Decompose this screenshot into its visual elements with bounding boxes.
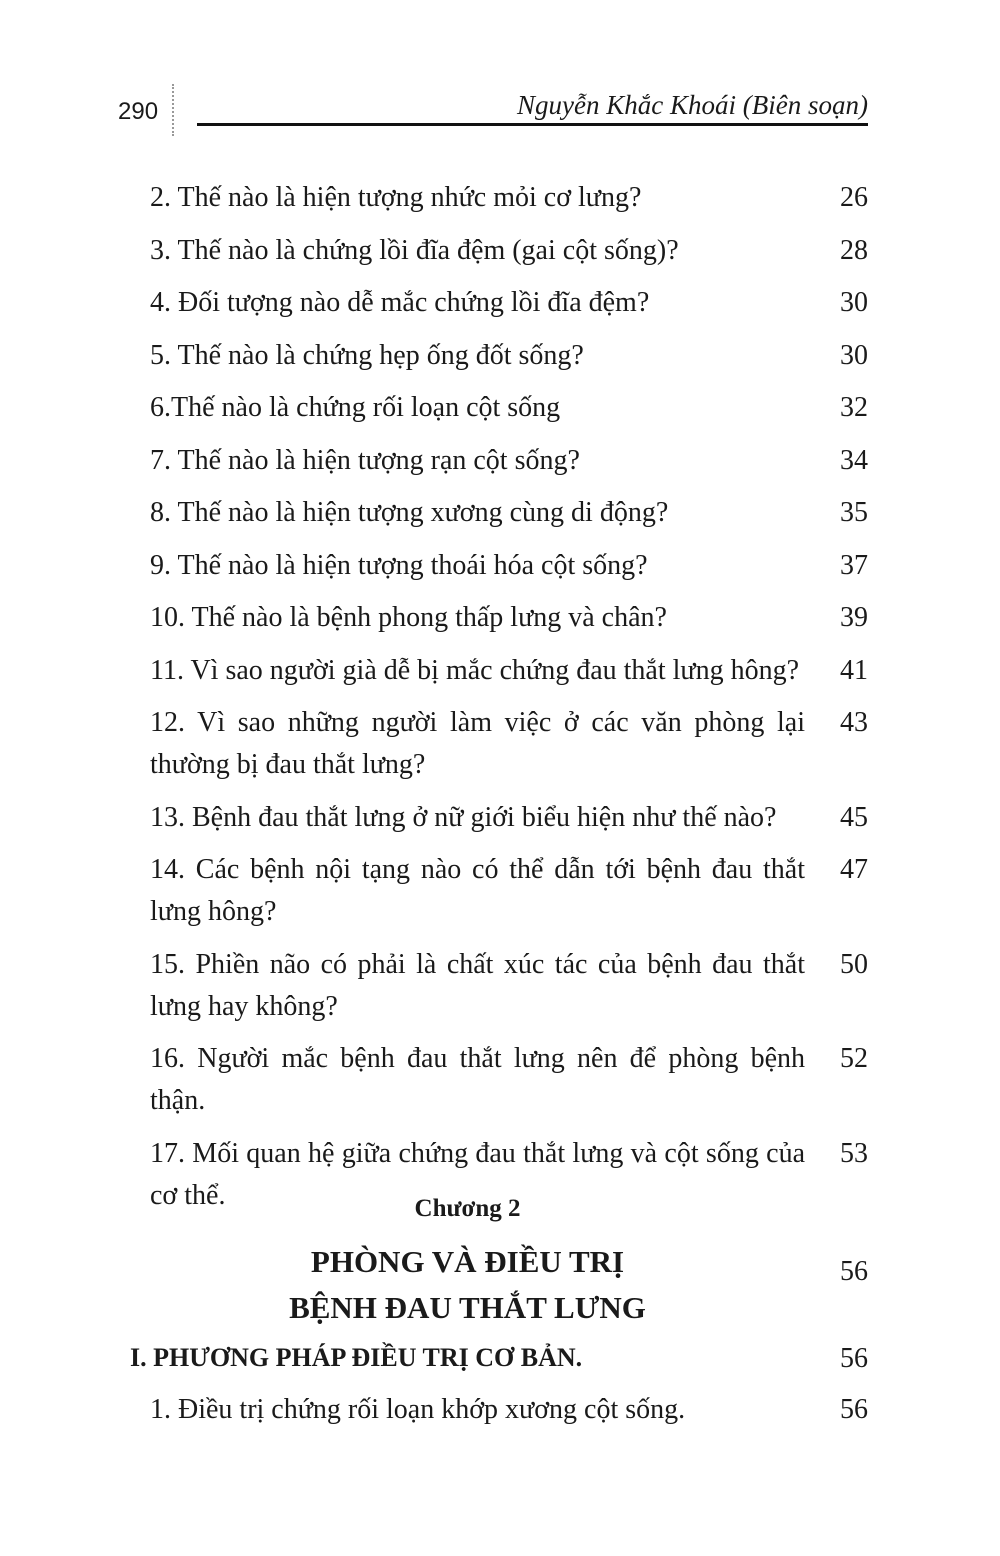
toc-entry-title: 3. Thế nào là chứng lồi đĩa đệm (gai cột sống)? [150, 234, 679, 266]
toc-entry-title: 10. Thế nào là bệnh phong thấp lưng và chân? [150, 602, 667, 633]
section-heading [130, 1343, 868, 1375]
toc-entry [150, 282, 868, 324]
toc-entry-page: 50 [840, 948, 868, 980]
running-header-author: Nguyễn Khắc Khoái (Biên soạn) [517, 90, 868, 120]
toc-entry-page: 30 [840, 339, 868, 371]
toc-entry [150, 545, 868, 587]
toc-entry-title: 11. Vì sao người già dễ bị mắc chứng đau thắt lưng hông? [150, 654, 799, 686]
chapter-title-line2: BỆNH ĐAU THẮT LƯNG [289, 1290, 646, 1325]
toc-entry-page: 28 [840, 234, 868, 266]
page-number: 290 [118, 98, 159, 125]
chapter-title-line1: PHÒNG VÀ ĐIỀU TRỊ [310, 1244, 625, 1279]
toc-entry [150, 387, 868, 429]
toc-entry [150, 440, 868, 482]
toc-entry-page: 43 [840, 707, 868, 738]
toc-entry-title: 4. Đối tượng nào dễ mắc chứng lồi đĩa đệm? [150, 287, 650, 318]
toc-entry-page: 26 [840, 182, 868, 213]
toc-entry-title: 12. Vì sao những người làm việc ở các văn phòng lại thường bị đau thắt lưng? [150, 707, 805, 780]
toc-entry-page: 41 [840, 654, 868, 686]
toc-entry [150, 797, 868, 839]
toc-entry-title: 13. Bệnh đau thắt lưng ở nữ giới biểu hiện như thế nào? [150, 801, 777, 833]
toc-entry-title: 14. Các bệnh nội tạng nào có thể dẫn tới bệnh đau thắt lưng hông? [150, 854, 805, 927]
toc-entry-page: 35 [840, 497, 868, 528]
toc-entry [150, 177, 868, 219]
toc-entry-title: 1. Điều trị chứng rối loạn khớp xương cột sống. [150, 1394, 686, 1425]
toc-entry-title: 7. Thế nào là hiện tượng rạn cột sống? [150, 444, 580, 476]
toc-entry [150, 230, 868, 272]
chapter-label: Chương 2 [414, 1195, 521, 1222]
section-title: I. PHƯƠNG PHÁP ĐIỀU TRỊ CƠ BẢN. [130, 1343, 583, 1372]
toc-entry [150, 650, 868, 692]
toc-entry-page: 53 [840, 1137, 868, 1169]
toc-entry-title: 16. Người mắc bệnh đau thắt lưng nên để phòng bệnh thận. [150, 1043, 805, 1116]
toc-entry-page: 45 [840, 801, 868, 833]
toc-entry-page: 32 [840, 392, 868, 423]
toc-entry-title: 15. Phiền não có phải là chất xúc tác của bệnh đau thắt lưng hay không? [150, 948, 805, 1022]
toc-list [150, 177, 868, 1227]
toc-entry-page: 34 [840, 444, 868, 476]
toc-entry [150, 335, 868, 377]
toc-entry-title: 8. Thế nào là hiện tượng xương cùng di động? [150, 497, 669, 528]
toc-entry-title: 6.Thế nào là chứng rối loạn cột sống [150, 392, 561, 423]
toc-entry [150, 492, 868, 534]
toc-entry-page: 56 [840, 1394, 868, 1425]
toc-entry [150, 1038, 868, 1122]
toc-entry [150, 702, 868, 786]
toc-entry [150, 944, 868, 1028]
toc-entry [150, 1394, 868, 1426]
toc-entry [150, 849, 868, 933]
header-divider [172, 84, 174, 136]
toc-entry [150, 597, 868, 639]
toc-entry-page: 30 [840, 287, 868, 318]
toc-entry-page: 52 [840, 1043, 868, 1074]
chapter-page: 56 [840, 1256, 868, 1287]
toc-entry-title: 9. Thế nào là hiện tượng thoái hóa cột sống? [150, 549, 648, 581]
toc-entry-title: 5. Thế nào là chứng hẹp ống đốt sống? [150, 339, 584, 371]
section-page: 56 [840, 1343, 868, 1374]
header-rule [197, 123, 868, 126]
toc-entry-page: 47 [840, 854, 868, 885]
toc-entry-title: 17. Mối quan hệ giữa chứng đau thắt lưng và cột sống của cơ thể. [150, 1137, 805, 1211]
toc-entry-page: 39 [840, 602, 868, 633]
toc-entry-title: 2. Thế nào là hiện tượng nhức mỏi cơ lưng? [150, 182, 642, 213]
toc-entry-page: 37 [840, 549, 868, 581]
